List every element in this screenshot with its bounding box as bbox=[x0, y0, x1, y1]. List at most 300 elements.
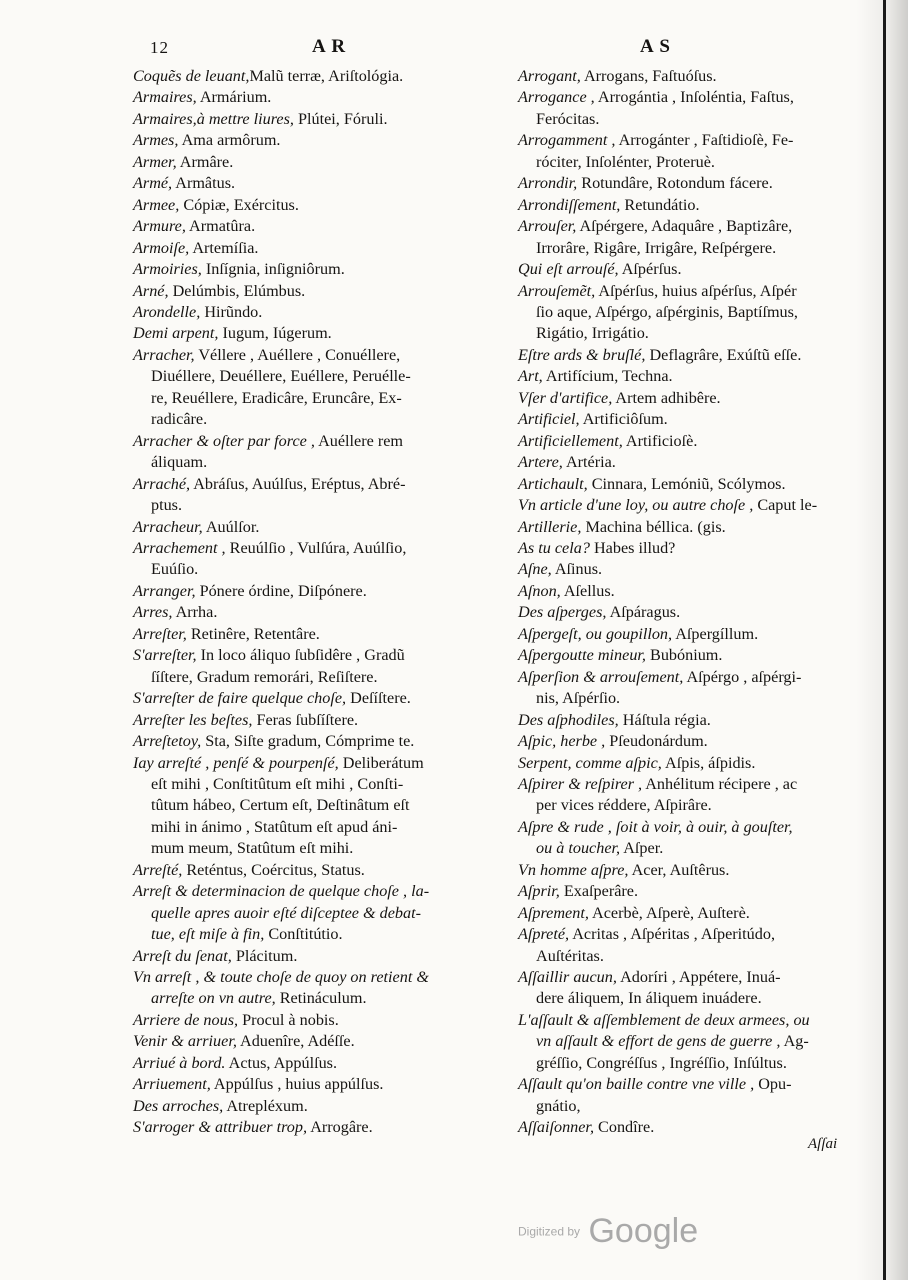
dictionary-entry bbox=[518, 1074, 848, 1117]
latin-gloss: Armâre. bbox=[176, 152, 234, 171]
latin-gloss: Acer, Auſtêrus. bbox=[628, 860, 730, 879]
latin-gloss: Opu- bbox=[754, 1075, 792, 1094]
dictionary-entry bbox=[518, 66, 848, 87]
french-headword: Arrogance , bbox=[518, 88, 595, 107]
dictionary-entry bbox=[133, 753, 501, 860]
entry-line bbox=[133, 130, 501, 151]
entry-line bbox=[518, 602, 848, 623]
latin-gloss: ſio aque, Aſpérgo, aſpérginis, Baptíſmus, bbox=[536, 302, 798, 321]
page-edge-shadow bbox=[856, 0, 908, 1280]
french-headword: Venir & arriuer, bbox=[133, 1032, 237, 1051]
entry-line bbox=[133, 323, 501, 344]
latin-gloss: Háſtula régia. bbox=[618, 710, 711, 729]
french-headword: Armoiries, bbox=[133, 260, 202, 279]
latin-gloss: Auúlſor. bbox=[202, 517, 260, 536]
latin-gloss: Rotundâre, Rotondum fácere. bbox=[577, 174, 773, 193]
latin-gloss: Arrogâre. bbox=[307, 1118, 373, 1137]
french-headword: L'aſſault & aſſemblement de deux armees, ou bbox=[518, 1010, 810, 1029]
french-headword: Arrouſer, bbox=[518, 217, 577, 236]
french-headword: Vn arreſt , & toute choſe de quoy on retient & bbox=[133, 968, 429, 987]
latin-gloss: Aſpis, áſpidis. bbox=[661, 753, 756, 772]
dictionary-entry bbox=[518, 881, 848, 902]
latin-gloss: mum meum, Statûtum eſt mihi. bbox=[151, 839, 354, 858]
entry-line bbox=[518, 109, 848, 130]
latin-gloss: nis, Aſpérſio. bbox=[536, 689, 621, 708]
latin-gloss: Artéria. bbox=[562, 453, 616, 472]
entry-line bbox=[133, 946, 501, 967]
dictionary-entry bbox=[133, 323, 501, 344]
entry-line bbox=[518, 130, 848, 151]
dictionary-entry bbox=[133, 259, 501, 280]
dictionary-entry bbox=[518, 388, 848, 409]
french-headword: Aſpirer & reſpirer , bbox=[518, 774, 643, 793]
entry-line bbox=[518, 345, 848, 366]
french-headword: Artificiel, bbox=[518, 410, 580, 429]
dictionary-entry bbox=[133, 109, 501, 130]
french-headword: Artificiellement, bbox=[518, 431, 623, 450]
french-headword: Arrouſemẽt, bbox=[518, 281, 596, 300]
dictionary-entry bbox=[133, 195, 501, 216]
dictionary-entry bbox=[133, 1031, 501, 1052]
latin-gloss: Caput le- bbox=[753, 496, 818, 515]
entry-line bbox=[518, 753, 848, 774]
dictionary-entry bbox=[518, 903, 848, 924]
entry-line bbox=[518, 495, 848, 516]
entry-line bbox=[133, 474, 501, 495]
latin-gloss: Artificioſè. bbox=[622, 431, 698, 450]
entry-line bbox=[133, 259, 501, 280]
latin-gloss: Feras ſubſíſtere. bbox=[252, 710, 359, 729]
dictionary-entry bbox=[518, 967, 848, 1010]
entry-line bbox=[133, 667, 501, 688]
latin-gloss: Reuúlſio , Vulſúra, Auúlſio, bbox=[225, 538, 407, 557]
latin-gloss: Atrepléxum. bbox=[223, 1096, 308, 1115]
entry-line bbox=[133, 1074, 501, 1095]
page-number: 12 bbox=[150, 38, 169, 57]
latin-gloss: Acritas , Aſpéritas , Aſperitúdo, bbox=[569, 925, 776, 944]
french-headword: Coquẽs de leuant, bbox=[133, 67, 250, 85]
latin-gloss: In loco áliquo ſubſidêre , Gradũ bbox=[196, 646, 405, 665]
dictionary-entry bbox=[518, 559, 848, 580]
dictionary-entry bbox=[518, 667, 848, 710]
french-headword: Arraché, bbox=[133, 474, 191, 493]
entry-line bbox=[518, 173, 848, 194]
latin-gloss: Artemíſia. bbox=[189, 238, 259, 257]
latin-gloss: Aſinus. bbox=[551, 560, 603, 579]
french-headword: Arreſté, bbox=[133, 860, 183, 879]
entry-line bbox=[518, 667, 848, 688]
latin-gloss: Rigátio, Irrigátio. bbox=[536, 324, 649, 343]
french-headword: arreſte on vn autre, bbox=[151, 989, 276, 1008]
digitized-watermark bbox=[518, 1212, 698, 1251]
entry-line bbox=[518, 409, 848, 430]
dictionary-entry bbox=[133, 216, 501, 237]
dictionary-entry bbox=[133, 688, 501, 709]
entry-line bbox=[518, 195, 848, 216]
dictionary-entry bbox=[518, 860, 848, 881]
french-headword: ou à toucher, bbox=[536, 839, 621, 858]
dictionary-entry bbox=[133, 517, 501, 538]
entry-line bbox=[518, 323, 848, 344]
latin-gloss: Reténtus, Coércitus, Status. bbox=[182, 860, 365, 879]
french-headword: Aſſaiſonner, bbox=[518, 1118, 594, 1137]
latin-gloss: radicâre. bbox=[151, 410, 208, 429]
entry-line bbox=[518, 645, 848, 666]
french-headword: Arreſter les beſtes, bbox=[133, 710, 253, 729]
dictionary-entry bbox=[518, 281, 848, 345]
entry-line bbox=[518, 688, 848, 709]
entry-line bbox=[518, 924, 848, 945]
latin-gloss: Auſtéritas. bbox=[536, 946, 604, 965]
dictionary-entry bbox=[518, 924, 848, 967]
entry-line bbox=[133, 903, 501, 924]
latin-gloss: Retinêre, Retentâre. bbox=[186, 624, 320, 643]
entry-line bbox=[133, 302, 501, 323]
dictionary-entry bbox=[133, 581, 501, 602]
entry-line bbox=[133, 388, 501, 409]
dictionary-entry bbox=[133, 345, 501, 431]
french-headword: Aſpre & rude , ſoit à voir, à ouir, à gouſter, bbox=[518, 817, 793, 836]
french-headword: S'arreſter de faire quelque choſe, bbox=[133, 689, 347, 708]
latin-gloss: Armárium. bbox=[196, 88, 272, 107]
entry-line bbox=[133, 924, 501, 945]
entry-line bbox=[133, 817, 501, 838]
dictionary-entry bbox=[518, 645, 848, 666]
dictionary-entry bbox=[518, 431, 848, 452]
entry-line bbox=[133, 452, 501, 473]
latin-gloss: Abráſus, Auúlſus, Eréptus, Abré- bbox=[190, 474, 406, 493]
entry-line bbox=[133, 710, 501, 731]
entry-line bbox=[518, 946, 848, 967]
french-headword: Arné, bbox=[133, 281, 169, 300]
dictionary-entry bbox=[518, 624, 848, 645]
entry-line bbox=[133, 538, 501, 559]
entry-line bbox=[133, 881, 501, 902]
entry-line bbox=[133, 967, 501, 988]
french-headword: Arriuement, bbox=[133, 1075, 211, 1094]
entry-line bbox=[133, 988, 501, 1009]
dictionary-entry bbox=[133, 1074, 501, 1095]
latin-gloss: Plútei, Fóruli. bbox=[293, 109, 388, 128]
entry-line bbox=[518, 302, 848, 323]
entry-line bbox=[518, 731, 848, 752]
entry-line bbox=[133, 838, 501, 859]
latin-gloss: Euúſio. bbox=[151, 560, 199, 579]
entry-line bbox=[518, 581, 848, 602]
entry-line bbox=[133, 624, 501, 645]
french-headword: Vn article d'une loy, ou autre choſe , bbox=[518, 496, 754, 515]
dictionary-entry bbox=[133, 881, 501, 945]
latin-gloss: Aſpergíllum. bbox=[672, 624, 759, 643]
dictionary-entry bbox=[133, 173, 501, 194]
latin-gloss: Ama armôrum. bbox=[178, 131, 281, 150]
french-headword: Arrachement , bbox=[133, 538, 226, 557]
right-column bbox=[518, 66, 848, 1139]
dictionary-entry bbox=[133, 710, 501, 731]
entry-line bbox=[518, 1053, 848, 1074]
dictionary-entry bbox=[133, 1010, 501, 1031]
watermark-prefix: Digitized by bbox=[518, 1224, 581, 1239]
latin-gloss: ptus. bbox=[151, 496, 183, 515]
latin-gloss: gnátio, bbox=[536, 1096, 581, 1115]
french-headword: Aſpic, herbe , bbox=[518, 732, 606, 751]
dictionary-entry bbox=[518, 345, 848, 366]
french-headword: Arriere de nous, bbox=[133, 1010, 239, 1029]
entry-line bbox=[518, 281, 848, 302]
french-headword: Qui eſt arrouſé, bbox=[518, 260, 619, 279]
entry-line bbox=[518, 624, 848, 645]
entry-line bbox=[133, 731, 501, 752]
dictionary-entry bbox=[518, 602, 848, 623]
french-headword: Armure, bbox=[133, 217, 186, 236]
french-headword: S'arroger & attribuer trop, bbox=[133, 1118, 308, 1137]
french-headword: Des aſphodiles, bbox=[518, 710, 619, 729]
dictionary-entry bbox=[518, 731, 848, 752]
french-headword: Artichault, bbox=[518, 474, 588, 493]
latin-gloss: Bubónium. bbox=[645, 646, 723, 665]
dictionary-entry bbox=[133, 602, 501, 623]
latin-gloss: gréſſio, Congréſſus , Ingréſſio, Inſúltus. bbox=[536, 1053, 787, 1072]
dictionary-entry bbox=[518, 581, 848, 602]
entry-line bbox=[133, 87, 501, 108]
dictionary-entry bbox=[133, 1053, 501, 1074]
latin-gloss: Aſpérſus. bbox=[618, 260, 682, 279]
latin-gloss: per vices réddere, Aſpirâre. bbox=[536, 796, 712, 815]
latin-gloss: Auéllere rem bbox=[314, 431, 404, 450]
latin-gloss: Pſeudonárdum. bbox=[605, 732, 708, 751]
dictionary-entry bbox=[518, 1117, 848, 1138]
dictionary-entry bbox=[133, 474, 501, 517]
entry-line bbox=[518, 838, 848, 859]
entry-line bbox=[518, 517, 848, 538]
entry-line bbox=[133, 517, 501, 538]
french-headword: Aſprir, bbox=[518, 882, 560, 901]
latin-gloss: Artificiôſum. bbox=[579, 410, 668, 429]
dictionary-entry bbox=[518, 517, 848, 538]
french-headword: Arreſt & determinacion de quelque choſe , la- bbox=[133, 882, 430, 901]
entry-line bbox=[518, 710, 848, 731]
entry-line bbox=[518, 1031, 848, 1052]
french-headword: Arrondiſſement, bbox=[518, 195, 621, 214]
entry-line bbox=[518, 817, 848, 838]
latin-gloss: Irrorâre, Rigâre, Irrigâre, Reſpérgere. bbox=[536, 238, 777, 257]
latin-gloss: Inſígnia, inſigniôrum. bbox=[201, 260, 345, 279]
dictionary-entry bbox=[133, 1096, 501, 1117]
french-headword: Armoiſe, bbox=[133, 238, 190, 257]
dictionary-entry bbox=[133, 238, 501, 259]
latin-gloss: Cópiæ, Exércitus. bbox=[179, 195, 299, 214]
french-headword: Armaires, bbox=[133, 88, 197, 107]
french-headword: Iay arreſté , penſé & pourpenſé, bbox=[133, 753, 339, 772]
french-headword: As tu cela? bbox=[518, 538, 590, 557]
latin-gloss: Aſellus. bbox=[560, 581, 615, 600]
latin-gloss: Deliberátum bbox=[338, 753, 424, 772]
entry-line bbox=[133, 152, 501, 173]
latin-gloss: Aſper. bbox=[620, 839, 664, 858]
entry-line bbox=[133, 109, 501, 130]
dictionary-entry bbox=[133, 130, 501, 151]
latin-gloss: Aduenîre, Adéſſe. bbox=[236, 1032, 355, 1051]
latin-gloss: áliquam. bbox=[151, 453, 208, 472]
latin-gloss: Aſpérgo , aſpérgi- bbox=[683, 667, 802, 686]
french-headword: quelle apres auoir eſté diſceptee & debat- bbox=[151, 903, 422, 922]
latin-gloss: Sta, Siſte gradum, Cómprime te. bbox=[201, 732, 415, 751]
entry-line bbox=[518, 431, 848, 452]
french-headword: Arracher & oſter par force , bbox=[133, 431, 315, 450]
entry-line bbox=[133, 559, 501, 580]
entry-line bbox=[518, 259, 848, 280]
latin-gloss: Machina béllica. (gis. bbox=[581, 517, 726, 536]
dictionary-entry bbox=[518, 216, 848, 259]
entry-line bbox=[133, 495, 501, 516]
latin-gloss: Iugum, Iúgerum. bbox=[218, 324, 332, 343]
entry-line bbox=[133, 602, 501, 623]
entry-line bbox=[133, 366, 501, 387]
latin-gloss: Aſpérſus, huius aſpérſus, Aſpér bbox=[595, 281, 797, 300]
latin-gloss: re, Reuéllere, Eradicâre, Eruncâre, Ex- bbox=[151, 388, 402, 407]
entry-line bbox=[133, 281, 501, 302]
french-headword: Aſperſion & arrouſement, bbox=[518, 667, 684, 686]
french-headword: Arracheur, bbox=[133, 517, 203, 536]
entry-line bbox=[518, 881, 848, 902]
dictionary-entry bbox=[133, 87, 501, 108]
french-headword: Artillerie, bbox=[518, 517, 582, 536]
entry-line bbox=[133, 774, 501, 795]
dictionary-entry bbox=[518, 1010, 848, 1074]
latin-gloss: Appúlſus , huius appúlſus. bbox=[210, 1075, 384, 1094]
dictionary-entry bbox=[518, 195, 848, 216]
entry-line bbox=[518, 988, 848, 1009]
latin-gloss: Retináculum. bbox=[275, 989, 367, 1008]
entry-line bbox=[518, 1074, 848, 1095]
french-headword: Demi arpent, bbox=[133, 324, 219, 343]
page-edge-line bbox=[883, 0, 886, 1280]
latin-gloss: Ferócitas. bbox=[536, 109, 600, 128]
latin-gloss: Arrogántia , Inſoléntia, Faſtus, bbox=[594, 88, 794, 107]
french-headword: Des arroches, bbox=[133, 1096, 224, 1115]
french-headword: Armé, bbox=[133, 174, 173, 193]
entry-line bbox=[133, 795, 501, 816]
french-headword: Arracher, bbox=[133, 345, 195, 364]
dictionary-entry bbox=[133, 624, 501, 645]
latin-gloss: Adoríri , Appétere, Inuá- bbox=[616, 968, 781, 987]
french-headword: Aſnon, bbox=[518, 581, 561, 600]
entry-line bbox=[133, 216, 501, 237]
latin-gloss: Conſtitútio. bbox=[264, 925, 343, 944]
french-headword: Vn homme aſpre, bbox=[518, 860, 629, 879]
entry-line bbox=[133, 1053, 501, 1074]
latin-gloss: Arrogans, Faſtuóſus. bbox=[580, 67, 717, 85]
latin-gloss: mihi in ánimo , Statûtum eſt apud áni- bbox=[151, 817, 398, 836]
entry-line bbox=[133, 345, 501, 366]
latin-gloss: Aſpérgere, Adaquâre , Baptizâre, bbox=[576, 217, 793, 236]
dictionary-entry bbox=[133, 967, 501, 1010]
latin-gloss: Cinnara, Lemóniũ, Scólymos. bbox=[587, 474, 786, 493]
entry-line bbox=[518, 538, 848, 559]
dictionary-entry bbox=[133, 538, 501, 581]
latin-gloss: Armâtus. bbox=[172, 174, 236, 193]
french-headword: Arrogant, bbox=[518, 67, 581, 85]
french-headword: Eſtre ards & bruſlé, bbox=[518, 345, 646, 364]
entry-line bbox=[133, 581, 501, 602]
entry-line bbox=[518, 366, 848, 387]
entry-line bbox=[133, 195, 501, 216]
latin-gloss: Anhélitum récipere , ac bbox=[642, 774, 798, 793]
latin-gloss: Acerbè, Aſperè, Auſterè. bbox=[588, 903, 750, 922]
dictionary-entry bbox=[518, 87, 848, 130]
dictionary-entry bbox=[518, 259, 848, 280]
french-headword: Aſpreté, bbox=[518, 925, 570, 944]
entry-line bbox=[518, 1010, 848, 1031]
dictionary-entry bbox=[518, 774, 848, 817]
french-headword: Aſprement, bbox=[518, 903, 589, 922]
entry-line bbox=[133, 409, 501, 430]
latin-gloss: Armatûra. bbox=[185, 217, 256, 236]
french-headword: Arreſtetoy, bbox=[133, 732, 202, 751]
running-head-left: A R bbox=[312, 36, 347, 57]
entry-line bbox=[133, 431, 501, 452]
dictionary-entry bbox=[133, 302, 501, 323]
latin-gloss: Arrogánter , Faſtidioſè, Fe- bbox=[615, 131, 794, 150]
french-headword: Arondelle, bbox=[133, 302, 201, 321]
entry-line bbox=[518, 559, 848, 580]
dictionary-entry bbox=[133, 860, 501, 881]
latin-gloss: ſíſtere, Gradum remorári, Reſiſtere. bbox=[151, 667, 378, 686]
entry-line bbox=[518, 66, 848, 87]
entry-line bbox=[518, 388, 848, 409]
latin-gloss: Véllere , Auéllere , Conuéllere, bbox=[194, 345, 401, 364]
dictionary-entry bbox=[518, 173, 848, 194]
latin-gloss: Malũ terræ, Ariſtológia. bbox=[249, 67, 404, 85]
latin-gloss: eſt mihi , Conſtitûtum eſt mihi , Conſti- bbox=[151, 774, 404, 793]
french-headword: Artere, bbox=[518, 453, 563, 472]
dictionary-entry bbox=[518, 409, 848, 430]
french-headword: Aſſault qu'on baille contre vne ville , bbox=[518, 1075, 755, 1094]
latin-gloss: Condîre. bbox=[594, 1118, 655, 1137]
dictionary-entry bbox=[518, 710, 848, 731]
dictionary-entry bbox=[133, 431, 501, 474]
french-headword: Arrogamment , bbox=[518, 131, 616, 150]
latin-gloss: Aſpáragus. bbox=[606, 603, 681, 622]
latin-gloss: Delúmbis, Elúmbus. bbox=[168, 281, 306, 300]
entry-line bbox=[133, 753, 501, 774]
latin-gloss: Procul à nobis. bbox=[238, 1010, 339, 1029]
french-headword: Aſne, bbox=[518, 560, 552, 579]
french-headword: Armaires,à mettre liures, bbox=[133, 109, 294, 128]
french-headword: Serpent, comme aſpic, bbox=[518, 753, 662, 772]
latin-gloss: Plácitum. bbox=[231, 946, 298, 965]
latin-gloss: Retundátio. bbox=[620, 195, 700, 214]
dictionary-entry bbox=[518, 130, 848, 173]
entry-line bbox=[518, 87, 848, 108]
latin-gloss: tûtum hábeo, Certum eſt, Deſtinâtum eſt bbox=[151, 796, 410, 815]
french-headword: Arrondir, bbox=[518, 174, 578, 193]
entry-line bbox=[133, 173, 501, 194]
french-headword: Arres, bbox=[133, 603, 173, 622]
french-headword: Aſpergeſt, ou goupillon, bbox=[518, 624, 673, 643]
entry-line bbox=[133, 66, 501, 87]
french-headword: Armes, bbox=[133, 131, 179, 150]
dictionary-entry bbox=[518, 366, 848, 387]
french-headword: Vſer d'artifice, bbox=[518, 388, 613, 407]
dictionary-entry bbox=[133, 645, 501, 688]
dictionary-entry bbox=[133, 66, 501, 87]
french-headword: Arreſter, bbox=[133, 624, 187, 643]
latin-gloss: Pónere órdine, Diſpónere. bbox=[195, 581, 367, 600]
latin-gloss: Deſíſtere. bbox=[346, 689, 411, 708]
entry-line bbox=[133, 1031, 501, 1052]
watermark-brand: Google bbox=[588, 1212, 699, 1250]
